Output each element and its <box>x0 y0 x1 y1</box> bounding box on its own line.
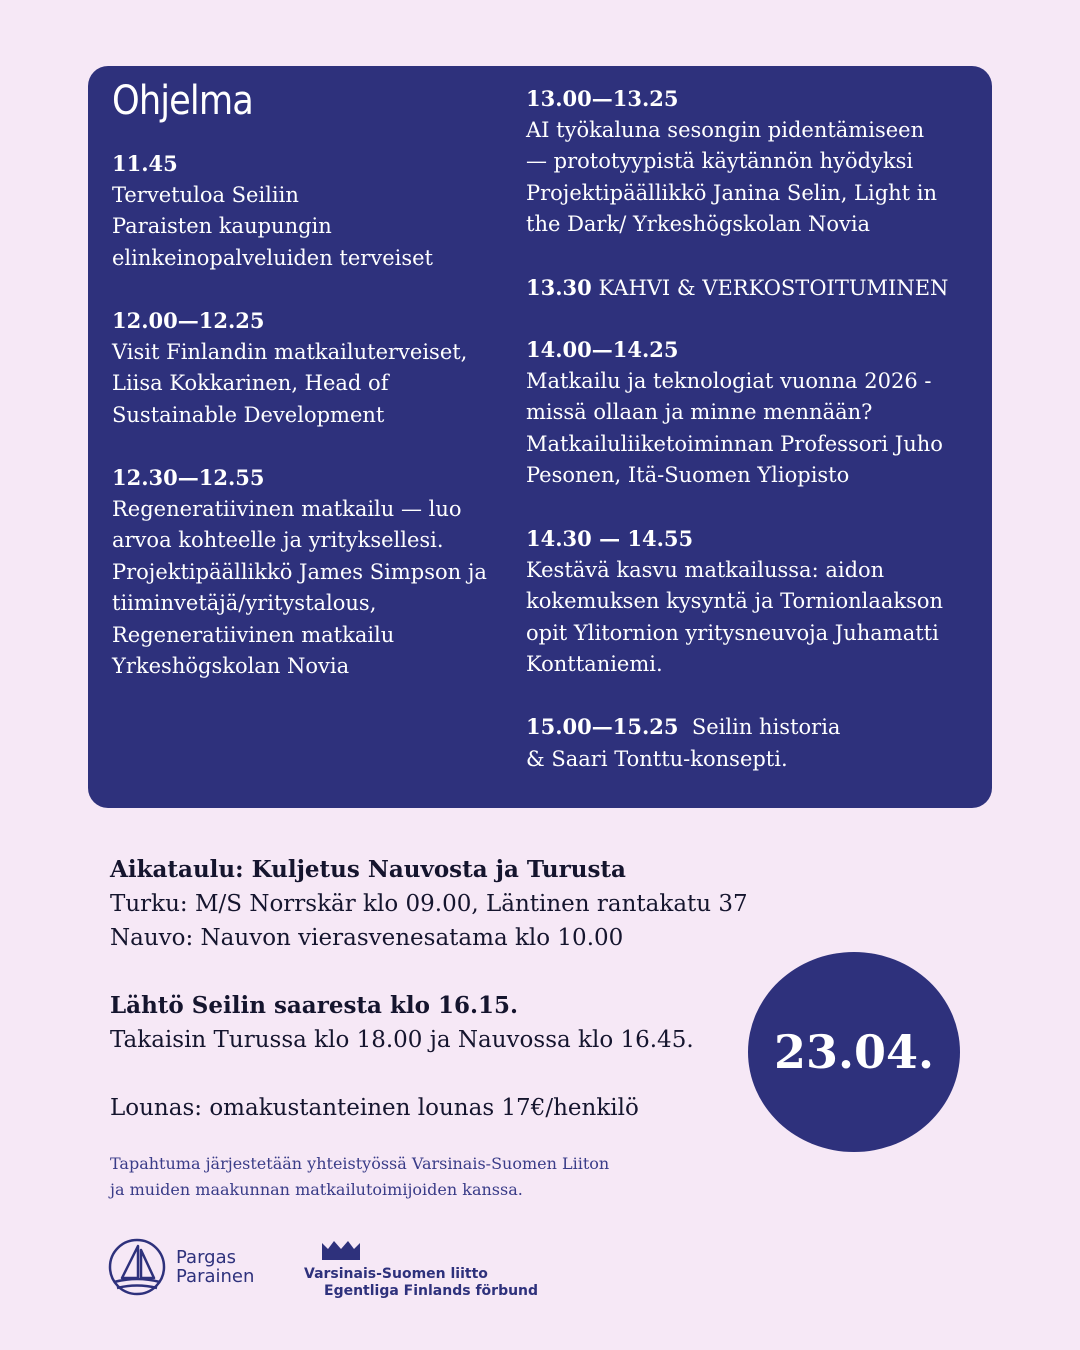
program-line: elinkeinopalveluiden terveiset <box>112 245 433 270</box>
program-item-1200 <box>112 305 467 431</box>
pargas-logo <box>108 1238 254 1296</box>
program-time: 12.00—12.25 <box>112 308 265 333</box>
program-item-1500 <box>526 711 840 775</box>
program-line: arvoa kohteelle ja yrityksellesi. <box>112 528 444 552</box>
program-line: tiiminvetäjä/yritystalous, <box>112 591 377 615</box>
transport-schedule <box>110 853 760 1125</box>
program-line: Tervetuloa Seiliin <box>112 182 299 207</box>
program-line: & Saari Tonttu-konsepti. <box>526 746 788 771</box>
program-line: KAHVI & VERKOSTOITUMINEN <box>598 276 949 300</box>
schedule-turku: Turku: M/S Norrskär klo 09.00, Läntinen rantakatu 37 <box>110 891 748 917</box>
program-item-1330 <box>526 272 948 305</box>
parainen-name: Parainen <box>176 1266 255 1287</box>
program-line: Pesonen, Itä-Suomen Yliopisto <box>526 463 850 487</box>
program-line: Yrkeshögskolan Novia <box>112 654 350 678</box>
vs-name-sv: Egentliga Finlands förbund <box>324 1283 539 1299</box>
program-time: 15.00—15.25 <box>526 714 679 739</box>
crown-icon <box>322 1240 360 1260</box>
program-box <box>88 66 992 808</box>
program-line: Matkailuliiketoiminnan Professori Juho <box>526 431 943 456</box>
program-time: 13.00—13.25 <box>526 86 679 111</box>
program-title: Ohjelma <box>112 78 253 124</box>
program-line: Liisa Kokkarinen, Head of <box>112 371 389 395</box>
program-item-1430 <box>526 523 943 681</box>
program-line: Sustainable Development <box>112 402 385 427</box>
program-line: AI työkaluna sesongin pidentämiseen <box>526 117 925 142</box>
program-line: Regeneratiivinen matkailu <box>112 622 395 647</box>
program-line: Projektipäällikkö James Simpson ja <box>112 559 487 584</box>
program-line: opit Ylitornion yritysneuvoja Juhamatti <box>526 620 939 645</box>
program-time: 13.30 <box>526 275 592 300</box>
program-item-1230 <box>112 462 487 683</box>
schedule-heading: Aikataulu: Kuljetus Nauvosta ja Turusta <box>110 856 626 883</box>
program-line: missä ollaan ja minne mennään? <box>526 400 873 424</box>
program-item-1300 <box>526 83 937 241</box>
schedule-nauvo: Nauvo: Nauvon vierasvenesatama klo 10.00 <box>110 925 624 951</box>
program-line: kokemuksen kysyntä ja Tornionlaakson <box>526 589 944 613</box>
program-time: 12.30—12.55 <box>112 465 265 490</box>
program-item-1145 <box>112 148 433 274</box>
cooperation-note <box>110 1151 609 1203</box>
lunch-info: Lounas: omakustanteinen lounas 17€/henkilö <box>110 1095 639 1121</box>
program-line: Konttaniemi. <box>526 652 663 676</box>
program-line: Kestävä kasvu matkailussa: aidon <box>526 557 885 582</box>
departure-heading: Lähtö Seilin saaresta klo 16.15. <box>110 992 518 1019</box>
note-line: ja muiden maakunnan matkailutoimijoiden kanssa. <box>110 1180 523 1199</box>
spacer <box>110 955 760 989</box>
program-line: Matkailu ja teknologiat vuonna 2026 - <box>526 368 932 393</box>
pargas-sail-icon <box>108 1238 166 1296</box>
date-badge: 23.04. <box>748 952 960 1152</box>
program-line: Seilin historia <box>691 715 841 739</box>
program-time: 11.45 <box>112 151 178 176</box>
program-line: Regeneratiivinen matkailu — luo <box>112 496 462 521</box>
program-line: — prototyypistä käytännön hyödyksi <box>526 149 914 173</box>
program-item-1400 <box>526 334 943 492</box>
program-line: Paraisten kaupungin <box>112 214 332 238</box>
program-line: the Dark/ Yrkeshögskolan Novia <box>526 212 871 236</box>
note-line: Tapahtuma järjestetään yhteistyössä Varsinais-Suomen Liiton <box>110 1154 610 1173</box>
program-line: Projektipäällikkö Janina Selin, Light in <box>526 180 938 205</box>
return-times: Takaisin Turussa klo 18.00 ja Nauvossa klo 16.45. <box>110 1027 694 1053</box>
pargas-name: Pargas <box>176 1247 236 1268</box>
vs-name-fi: Varsinais-Suomen liitto <box>304 1266 488 1282</box>
spacer <box>110 1057 760 1091</box>
program-time: 14.00—14.25 <box>526 337 679 362</box>
program-time: 14.30 — 14.55 <box>526 526 694 551</box>
program-line: Visit Finlandin matkailuterveiset, <box>112 339 468 364</box>
